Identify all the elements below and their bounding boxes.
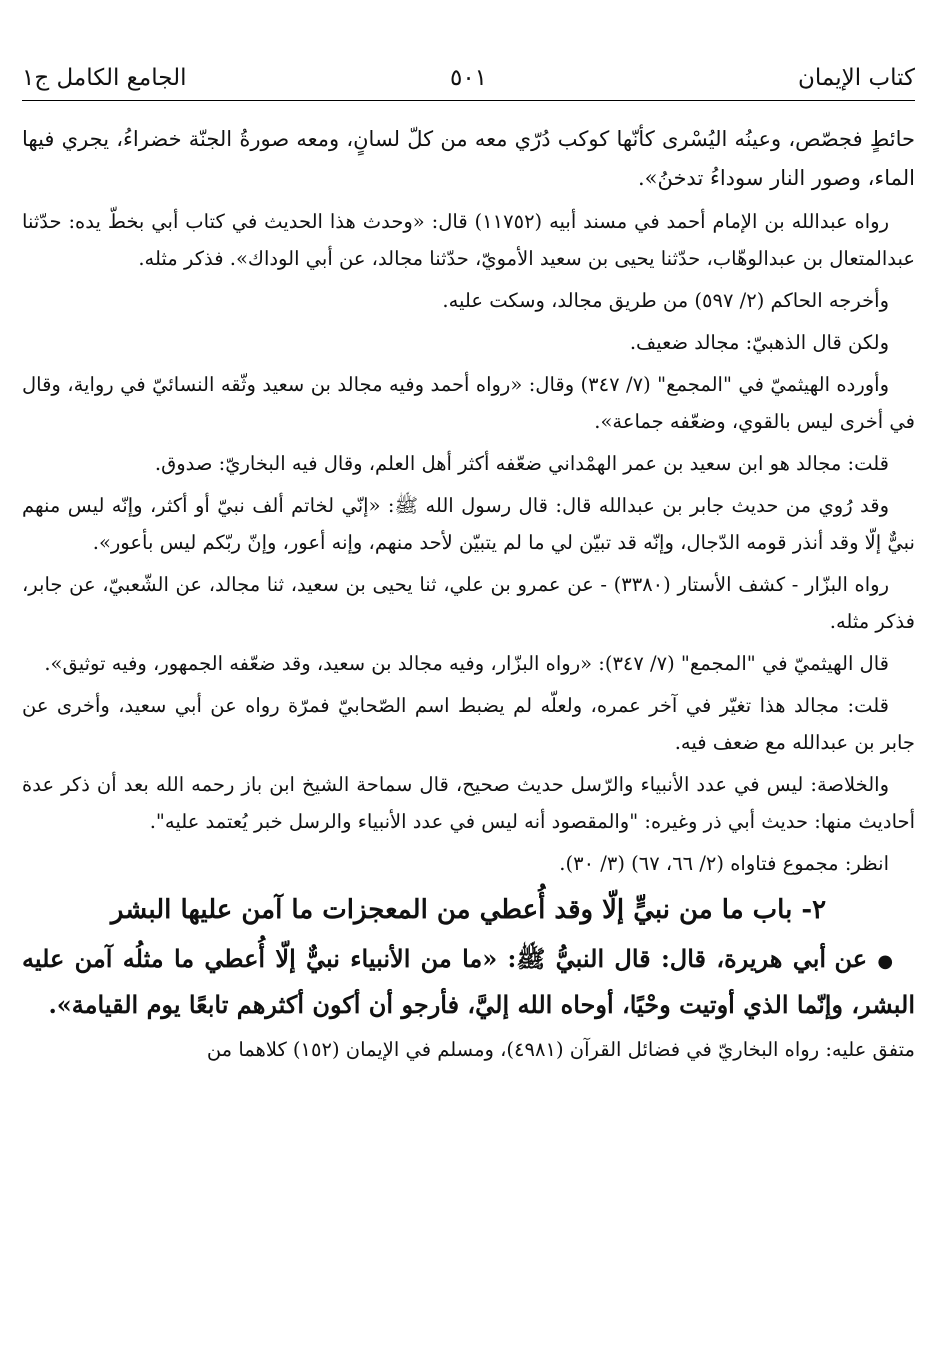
paragraph-haythami: وأورده الهيثميّ في "المجمع" (٧/ ٣٤٧) وقال: «رواه أحمد وفيه مجالد بن سعيد وثّقه النسائيّ في رواية، وقال في أخرى ليس بالقوي، وضعّفه جماعة».	[22, 373, 915, 433]
paragraph-continuation: حائطٍ فجصّص، وعينُه اليُسْرى كأنّها كوكب دُرّي معه من كلّ لسانٍ، ومعه صورةُ الجنّة خضراءُ، يجري فيها الماء، وصور النار سوداءُ تدخنُ».	[22, 127, 915, 190]
book-section-title: كتاب الإيمان	[798, 65, 915, 91]
paragraph-bazzar: رواه البزّار - كشف الأستار (٣٣٨٠) - عن عمرو بن علي، ثنا يحيى بن سعيد، ثنا مجالد، عن الشّعبيّ، عن جابر، فذكر مثله.	[22, 573, 915, 633]
page	[22, 0, 915, 1368]
paragraph-summary: والخلاصة: ليس في عدد الأنبياء والرّسل حديث صحيح، قال سماحة الشيخ ابن باز رحمه الله بعد أن ذكر عدة أحاديث منها: حديث أبي ذر وغيره: "والمقصود أنه ليس في عدد الأنبياء والرسل خبر يُعتمد عليه".	[22, 773, 915, 833]
paragraph-narration: رواه عبدالله بن الإمام أحمد في مسند أبيه (١١٧٥٢) قال: «وحدث هذا الحديث في كتاب أبي بخطّ يده: حدّثنا عبدالمتعال بن عبدالوهّاب، حدّثنا يحيى بن سعيد الأمويّ، حدّثنا مجالد، عن أبي الوداك». فذكر مثله.	[22, 210, 915, 270]
paragraph-takhrij: متفق عليه: رواه البخاريّ في فضائل القرآن (٤٩٨١)، ومسلم في الإيمان (١٥٢) كلاهما من	[206, 1038, 915, 1061]
hadith-text	[22, 937, 915, 1026]
paragraph-note-change: قلت: مجالد هذا تغيّر في آخر عمره، ولعلّه لم يضبط اسم الصّحابيّ فمرّة رواه عن أبي سعيد، وأخرى عن جابر بن عبدالله مع ضعف فيه.	[22, 694, 915, 754]
bullet-icon: ●	[877, 951, 895, 972]
paragraph-dhahabi: ولكن قال الذهبيّ: مجالد ضعيف.	[629, 331, 889, 354]
book-volume-title: الجامع الكامل ج١	[22, 65, 187, 91]
paragraph-jabir-hadith: وقد رُوي من حديث جابر بن عبدالله قال: قال رسول الله ﷺ: «إنّي لخاتم ألف نبيّ أو أكثر، وإنّه ليس منهم نبيٌّ إلّا وقد أنذر قومه الدّجال، وإنّه قد تبيّن لي ما لم يتبيّن لأحد منهم، وإنه أعور، وإنّ ربّكم ليس بأعور».	[22, 494, 915, 554]
chapter-heading: ٢- باب ما من نبيٍّ إلّا وقد أُعطي من المعجزات ما آمن عليها البشر	[110, 895, 827, 925]
paragraph-reference: انظر: مجموع فتاواه (٢/ ٦٦، ٦٧) (٣/ ٣٠).	[559, 852, 889, 875]
header-rule	[22, 100, 915, 101]
page-header	[22, 60, 915, 96]
hadith-body: عن أبي هريرة، قال: قال النبيُّ ﷺ: «ما من الأنبياء نبيٌّ إلّا أُعطي ما مثلُه آمن عليه البشر، وإنّما الذي أوتيت وحْيًا، أوحاه الله إليَّ، فأرجو أن أكون أكثرهم تابعًا يوم القيامة».	[22, 944, 915, 1019]
page-body	[22, 120, 915, 1073]
paragraph-haythami-2: قال الهيثميّ في "المجمع" (٧/ ٣٤٧): «رواه البزّار، وفيه مجالد بن سعيد، وقد ضعّفه الجمهور، وفيه توثيق».	[44, 652, 889, 675]
paragraph-hakim: وأخرجه الحاكم (٢/ ٥٩٧) من طريق مجالد، وسكت عليه.	[442, 289, 889, 312]
page-number: ٥٠١	[449, 65, 488, 91]
paragraph-note-mujalid: قلت: مجالد هو ابن سعيد بن عمر الهمْداني ضعّفه أكثر أهل العلم، وقال فيه البخاريّ: صدوق.	[154, 452, 889, 475]
